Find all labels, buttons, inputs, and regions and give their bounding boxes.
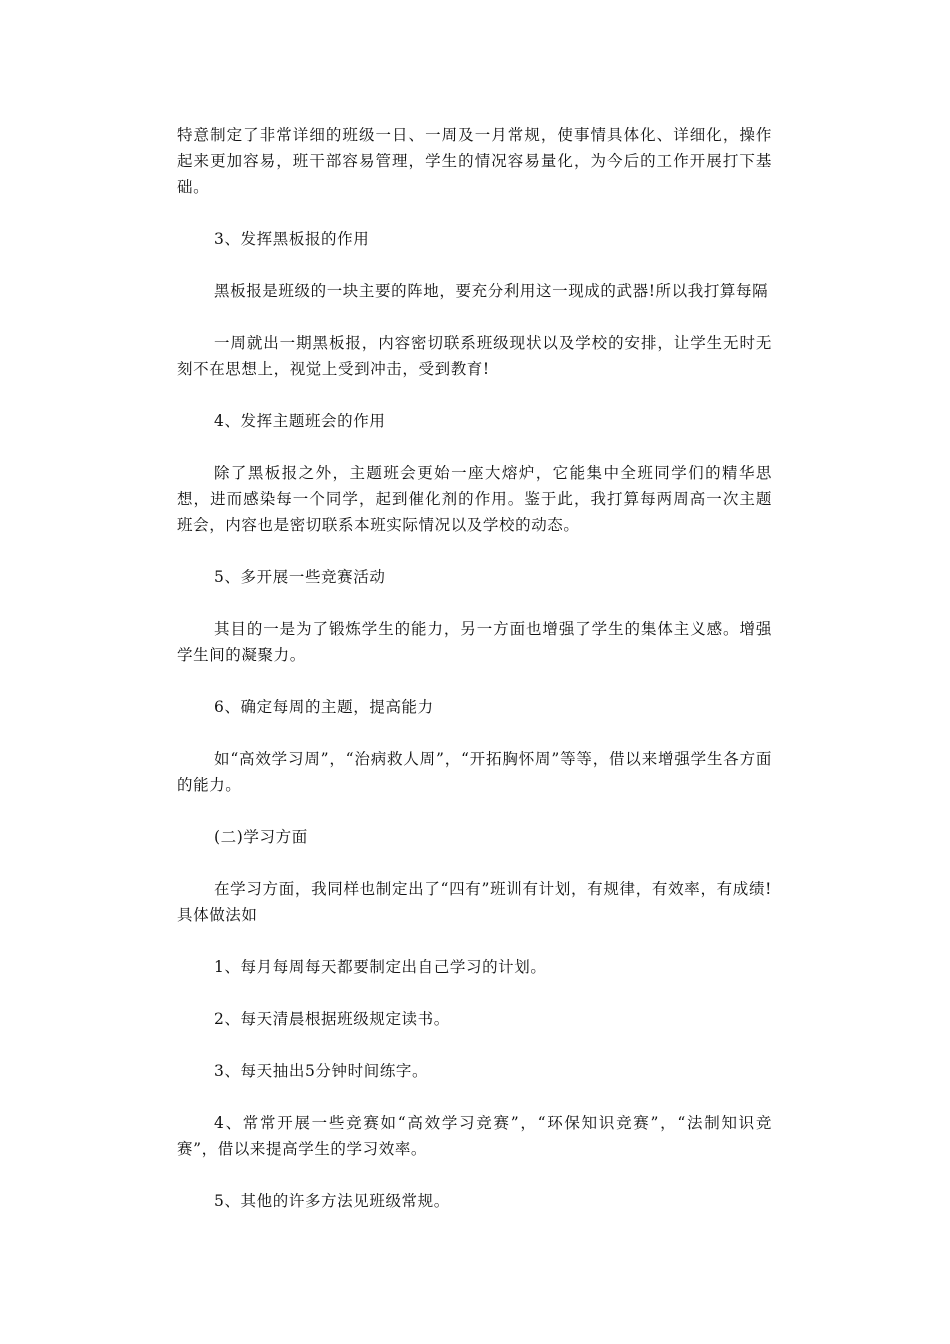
paragraph-weekly-theme: 如“高效学习周”，“治病救人周”，“开拓胸怀周”等等，借以来增强学生各方面的能力。 [177, 750, 772, 794]
list-item-study-plan: 1、每月每周每天都要制定出自己学习的计划。 [214, 958, 547, 976]
heading-theme-meeting: 4、发挥主题班会的作用 [214, 412, 386, 430]
list-item-morning-reading: 2、每天清晨根据班级规定读书。 [214, 1010, 450, 1028]
paragraph-routine-details: 特意制定了非常详细的班级一日、一周及一月常规，使事情具体化、详细化，操作起来更加容易，班干部容易管理，学生的情况容易量化，为今后的工作开展打下基础。 [177, 126, 772, 196]
paragraph-blackboard-weekly: 一周就出一期黑板报，内容密切联系班级现状以及学校的安排，让学生无时无刻不在思想上，视觉上受到冲击，受到教育! [177, 334, 772, 378]
paragraph-blackboard-intro: 黑板报是班级的一块主要的阵地，要充分利用这一现成的武器!所以我打算每隔 [214, 282, 769, 300]
list-item-other-methods: 5、其他的许多方法见班级常规。 [214, 1192, 450, 1210]
heading-study: (二)学习方面 [214, 828, 308, 846]
paragraph-study-intro: 在学习方面，我同样也制定出了“四有”班训有计划，有规律，有效率，有成绩!具体做法如 [177, 880, 772, 924]
paragraph-competitions: 其目的一是为了锻炼学生的能力，另一方面也增强了学生的集体主义感。增强学生间的凝聚力。 [177, 620, 772, 664]
heading-blackboard: 3、发挥黑板报的作用 [214, 230, 370, 248]
paragraph-theme-meeting: 除了黑板报之外，主题班会更始一座大熔炉，它能集中全班同学们的精华思想，进而感染每一个同学，起到催化剂的作用。鉴于此，我打算每两周高一次主题班会，内容也是密切联系本班实际情况以及学校的动态。 [177, 464, 772, 534]
list-item-contests: 4、常常开展一些竞赛如“高效学习竞赛”，“环保知识竞赛”，“法制知识竞赛”，借以来提高学生的学习效率。 [177, 1114, 772, 1158]
heading-competitions: 5、多开展一些竞赛活动 [214, 568, 386, 586]
list-item-handwriting: 3、每天抽出5分钟时间练字。 [214, 1062, 429, 1080]
heading-weekly-theme: 6、确定每周的主题，提高能力 [214, 698, 434, 716]
document-body [177, 122, 772, 1240]
